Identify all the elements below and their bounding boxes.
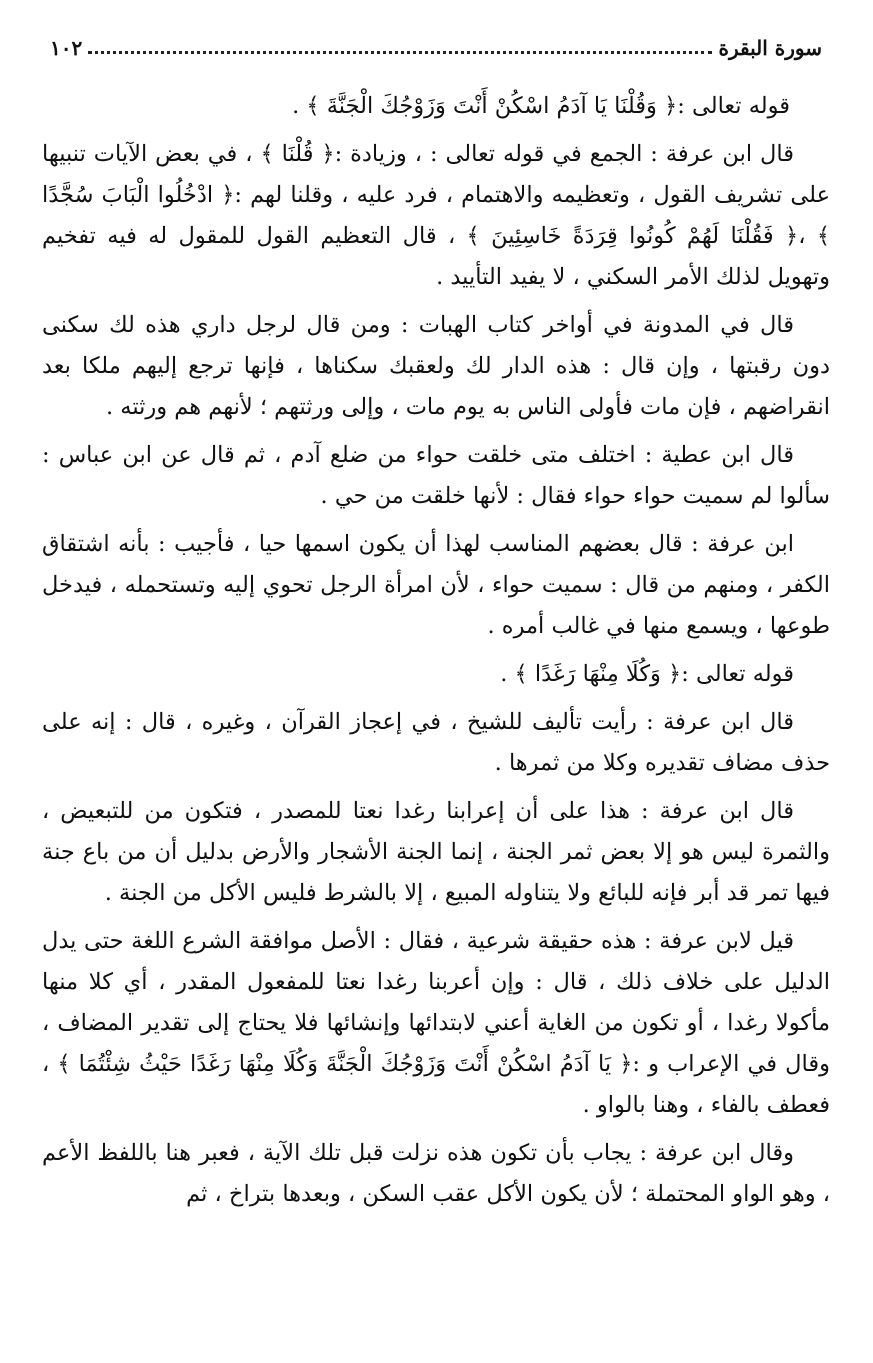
- running-header: [42, 30, 830, 66]
- paragraph: قيل لابن عرفة : هذه حقيقة شرعية ، فقال : الأصل موافقة الشرع اللغة حتى يدل الدليل على خلاف ذلك ، قال : وإن أعربنا رغدا نعتا للمفعول المقدر ، أي كلا منها مأكولا رغدا ، أو تكون من الغاية أعني لابتدائها وإنشائها فلا يحتاج إلى تقدير المضاف ، وقال في الإعراب و :﴿ يَا آدَمُ اسْكُنْ أَنْتَ وَزَوْجُكَ الْجَنَّةَ وَكُلَا مِنْهَا رَغَدًا حَيْثُ شِئْتُمَا ﴾ ، فعطف بالفاء ، وهنا بالواو .: [42, 928, 830, 1118]
- paragraph: قال ابن عرفة : رأيت تأليف للشيخ ، في إعجاز القرآن ، وغيره ، قال : إنه على حذف مضاف تقديره وكلا من ثمرها .: [42, 709, 830, 776]
- body-text: [42, 86, 830, 1215]
- paragraph: قوله تعالى :﴿ وَقُلْنَا يَا آدَمُ اسْكُنْ أَنْتَ وَزَوْجُكَ الْجَنَّةَ ﴾ .: [292, 93, 790, 119]
- dotted-leader: [88, 51, 712, 54]
- paragraph: قوله تعالى :﴿ وَكُلَا مِنْهَا رَغَدًا ﴾ .: [500, 661, 794, 687]
- surah-title: سورة البقرة: [718, 36, 822, 60]
- paragraph: قال ابن عرفة : الجمع في قوله تعالى : ، وزيادة :﴿ قُلْنَا ﴾ ، في بعض الآيات تنبيها على تشريف القول ، وتعظيمه والاهتمام ، فرد عليه ، وقلنا لهم :﴿ ادْخُلُوا الْبَابَ سُجَّدًا ﴾ ،﴿ فَقُلْنَا لَهُمْ كُونُوا قِرَدَةً خَاسِئِينَ ﴾ ، قال التعظيم القول للمقول له فيه تفخيم وتهويل لذلك الأمر السكني ، لا يفيد التأييد .: [42, 141, 830, 290]
- paragraph: قال ابن عرفة : هذا على أن إعرابنا رغدا نعتا للمصدر ، فتكون من للتبعيض ، والثمرة ليس هو إلا بعض ثمر الجنة ، إنما الجنة الأشجار والأرض بدليل أن من باع جنة فيها تمر قد أبر فإنه للبائع ولا يتناوله المبيع ، إلا بالشرط فليس الأكل من الجنة .: [42, 798, 830, 906]
- paragraph: قال ابن عطية : اختلف متى خلقت حواء من ضلع آدم ، ثم قال عن ابن عباس : سألوا لم سميت حواء حواء فقال : لأنها خلقت من حي .: [42, 442, 830, 509]
- paragraph: وقال ابن عرفة : يجاب بأن تكون هذه نزلت قبل تلك الآية ، فعبر هنا باللفظ الأعم ، وهو الواو المحتملة ؛ لأن يكون الأكل عقب السكن ، وبعدها بتراخ ، ثم: [42, 1140, 830, 1207]
- paragraph: قال في المدونة في أواخر كتاب الهبات : ومن قال لرجل داري هذه لك سكنى دون رقبتها ، وإن قال : هذه الدار لك ولعقبك سكناها ، فإنها ترجع إليهم ملكا بعد انقراضهم ، فإن مات فأولى الناس به يوم مات ، وإلى ورثتهم ؛ لأنهم هم ورثته .: [42, 312, 830, 420]
- page-number: ١٠٢: [50, 36, 83, 60]
- paragraph: ابن عرفة : قال بعضهم المناسب لهذا أن يكون اسمها حيا ، فأجيب : بأنه اشتقاق الكفر ، ومنهم من قال : سميت حواء ، لأن امرأة الرجل تحوي إليه وتستحمله ، فيدخل طوعها ، ويسمع منها في غالب أمره .: [42, 531, 830, 639]
- book-page: [42, 30, 830, 1350]
